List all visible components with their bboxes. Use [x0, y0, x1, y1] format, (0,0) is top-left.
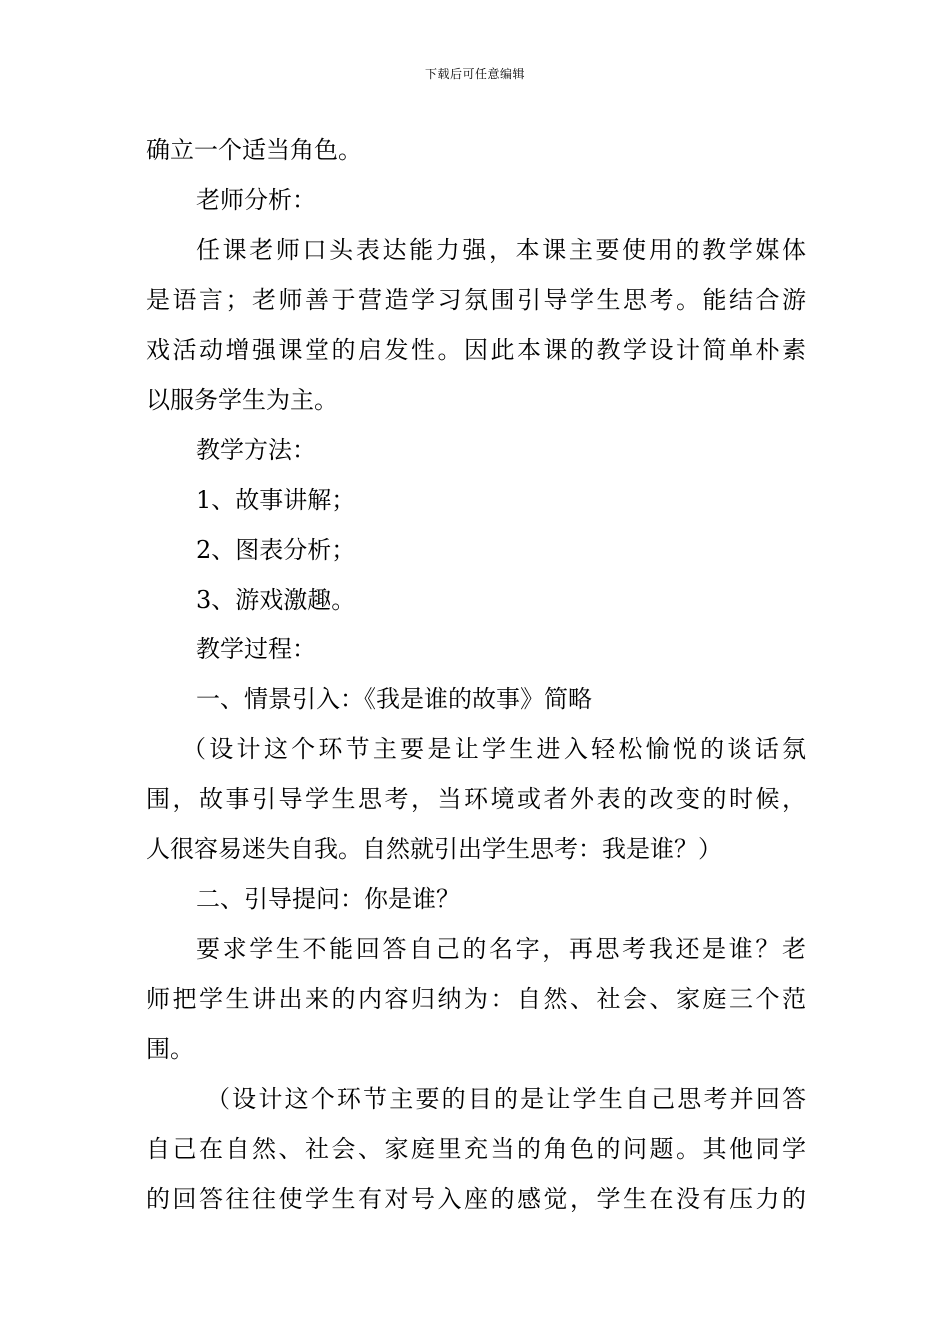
text-line: 是语言；老师善于营造学习氛围引导学生思考。能结合游: [146, 286, 806, 314]
text-line: 一、情景引入：《我是谁的故事》简略: [196, 685, 592, 713]
text-line: 确立一个适当角色。: [146, 136, 362, 164]
text-line: 任课老师口头表达能力强，本课主要使用的教学媒体: [196, 236, 806, 264]
text-line: 自己在自然、社会、家庭里充当的角色的问题。其他同学: [146, 1135, 806, 1163]
list-item: 3、游戏激趣。: [196, 586, 356, 614]
text-line: 以服务学生为主。: [146, 386, 338, 414]
text-line: 要求学生不能回答自己的名字，再思考我还是谁？老: [196, 935, 806, 963]
text-line: 人很容易迷失自我。自然就引出学生思考：我是谁？）: [146, 835, 722, 863]
text-line: 的回答往往使学生有对号入座的感觉，学生在没有压力的: [146, 1185, 806, 1213]
page-header: 下载后可任意编辑: [424, 67, 525, 81]
text-line: 戏活动增强课堂的启发性。因此本课的教学设计简单朴素: [146, 336, 806, 364]
text-line: 二、引导提问：你是谁？: [196, 885, 460, 913]
text-line: 教学过程：: [196, 635, 316, 663]
text-line: 师把学生讲出来的内容归纳为：自然、社会、家庭三个范: [146, 985, 806, 1013]
text-line: 老师分析：: [196, 186, 316, 214]
text-line: 教学方法：: [196, 436, 316, 464]
list-item: 2、图表分析；: [196, 536, 356, 564]
text-line: （设计这个环节主要是让学生进入轻松愉悦的谈话氛: [182, 735, 806, 763]
text-line: 围。: [146, 1035, 194, 1063]
text-line: 围，故事引导学生思考，当环境或者外表的改变的时候，: [146, 785, 806, 813]
list-item: 1、故事讲解；: [196, 486, 356, 514]
text-line: （设计这个环节主要的目的是让学生自己思考并回答: [206, 1085, 806, 1113]
